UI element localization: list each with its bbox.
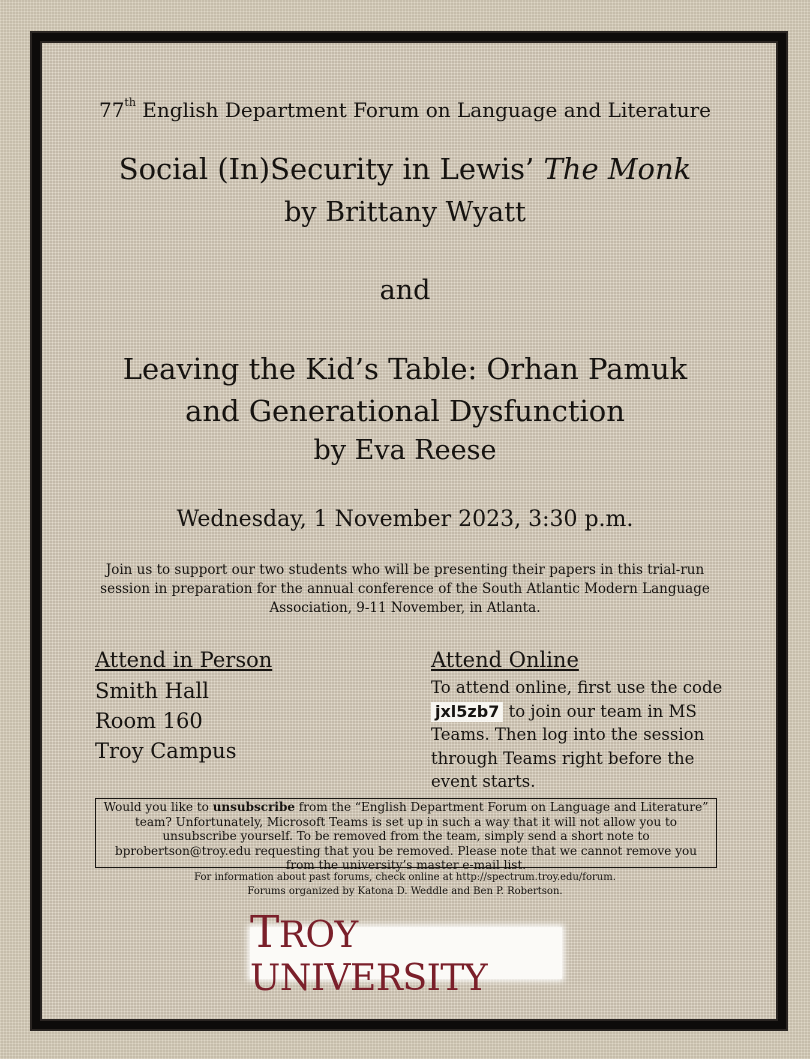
- talk2-title-line1: Leaving the Kid’s Table: Orhan Pamuk: [122, 352, 688, 386]
- forum-name: English Department Forum on Language and Literature: [142, 98, 712, 122]
- unsubscribe-bold: unsubscribe: [212, 800, 295, 814]
- talk1-title: [0, 152, 810, 186]
- logo-wordmark: [250, 907, 562, 999]
- unsubscribe-text-before: Would you like to: [103, 800, 213, 814]
- campus: Troy Campus: [95, 739, 237, 763]
- past-forums-note: For information about past forums, check online at http://spectrum.troy.edu/forum.: [194, 872, 616, 883]
- event-description: Join us to support our two students who will be presenting their papers in this trial-run session in preparation for the annual conference of the South Atlantic Modern Language Association, 9-11 November, in Atlanta.: [100, 562, 710, 616]
- room: Room 160: [95, 709, 203, 733]
- talk1-title-text: Social (In)Security in Lewis’: [118, 152, 544, 186]
- online-text-after: to join our team in MS Teams. Then log into the session through Teams right before the event starts.: [431, 701, 705, 791]
- attend-in-person-heading: Attend in Person: [95, 648, 273, 672]
- troy-university-logo: [250, 907, 562, 999]
- logo-rest: ROY UNIVERSITY: [250, 915, 488, 999]
- organizers-note: Forums organized by Katona D. Weddle and Ben P. Robertson.: [247, 886, 563, 897]
- logo-cap: T: [250, 907, 279, 958]
- forum-series-title: [0, 98, 810, 122]
- unsubscribe-notice: [95, 798, 717, 872]
- forum-ordinal-suffix: th: [124, 96, 136, 109]
- forum-number: 77: [98, 98, 125, 122]
- event-date: Wednesday, 1 November 2023, 3:30 p.m.: [176, 507, 634, 532]
- conjunction: and: [379, 275, 431, 306]
- unsubscribe-text-after: from the “English Department Forum on Language and Literature” team? Unfortunately, Microsoft Teams is set up in such a way that it will not allow you to unsubscribe yourself. To be removed from the team, simply send a short note to bprobertson@troy.edu requesting that you be removed. Please note that we cannot remove you from the university’s master e-mail list.: [115, 800, 709, 872]
- online-instructions: [431, 676, 731, 794]
- talk1-author: by Brittany Wyatt: [284, 197, 526, 228]
- talk2-title-line2: and Generational Dysfunction: [185, 394, 625, 428]
- talk2-author: by Eva Reese: [313, 435, 497, 466]
- attend-online-heading: Attend Online: [431, 648, 579, 672]
- talk1-title-italic: The Monk: [543, 152, 692, 186]
- online-text-before: To attend online, first use the code: [431, 678, 723, 697]
- in-person-location: [95, 676, 236, 766]
- team-code: jxl5zb7: [431, 702, 503, 722]
- building: Smith Hall: [95, 679, 209, 703]
